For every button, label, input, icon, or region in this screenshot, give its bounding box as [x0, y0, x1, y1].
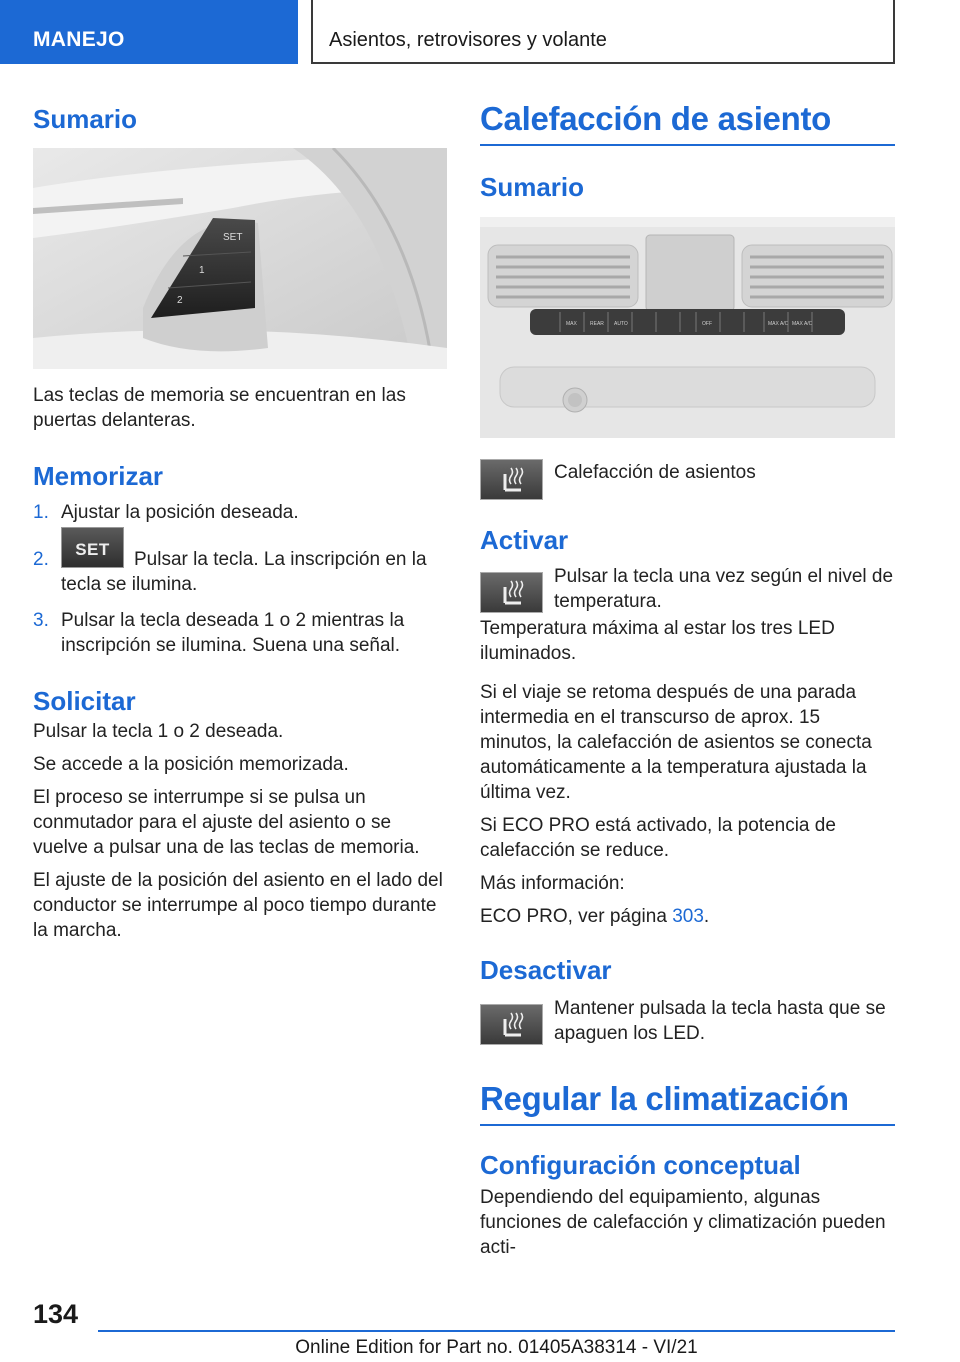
climatizacion-heading: Regular la climatización [480, 1080, 895, 1126]
photo-key-set: SET [223, 232, 243, 243]
svg-text:MAX A/C: MAX A/C [768, 321, 789, 327]
seat-heating-caption-row [480, 459, 895, 505]
desactivar-icon-text: Mantener pulsada la tecla hasta que se apaguen los LED. [554, 998, 886, 1044]
svg-text:MAX A/C: MAX A/C [792, 321, 813, 327]
desactivar-icon-row [480, 996, 895, 1046]
activar-heading: Activar [480, 525, 569, 555]
step-text: Pulsar la tecla. La inscripción en la tecla se ilumina. [61, 549, 427, 595]
section-title: MANEJO [33, 28, 125, 51]
seat-heating-icon [480, 1004, 543, 1045]
memorizar-steps [33, 500, 447, 658]
configuracion-heading: Configuración conceptual [480, 1150, 801, 1180]
memorizar-heading: Memorizar [33, 461, 164, 491]
activar-icon-text: Pulsar la tecla una vez según el nivel de temperatura. [554, 566, 894, 612]
svg-text:AUTO: AUTO [614, 321, 628, 327]
left-column [33, 100, 447, 943]
page-link-303[interactable]: 303 [672, 906, 704, 927]
activar-text-1: Temperatura máxima al estar los tres LED iluminados. [480, 618, 835, 664]
solicitar-text-1: Pulsar la tecla 1 o 2 deseada. [33, 721, 284, 742]
calefaccion-sumario-heading: Sumario [480, 172, 585, 202]
activar-icon-row [480, 564, 895, 614]
photo-key-1: 1 [199, 265, 205, 276]
step-number: 1. [33, 502, 49, 523]
seat-heating-icon [480, 459, 543, 500]
mas-informacion-label: Más información: [480, 873, 625, 894]
solicitar-heading: Solicitar [33, 686, 136, 716]
solicitar-text-4: El ajuste de la posición del asiento en el lado del conductor se interrumpe al poco tiempo durante la marcha. [33, 870, 443, 941]
calefaccion-heading: Calefacción de asiento [480, 100, 895, 146]
footer-edition: Online Edition for Part no. 01405A38314 - VI/21 [295, 1337, 698, 1358]
climate-button-strip [530, 309, 845, 335]
svg-text:REAR: REAR [590, 321, 604, 327]
step-number: 2. [33, 549, 49, 570]
chapter-title: Asientos, retrovisores y volante [329, 29, 607, 51]
sumario-heading: Sumario [33, 104, 138, 134]
step-text: Ajustar la posición deseada. [61, 502, 299, 523]
door-memory-buttons-photo [33, 148, 447, 369]
step-text: Pulsar la tecla deseada 1 o 2 mientras la inscripción se ilumina. Suena una señal. [61, 610, 405, 656]
step-number: 3. [33, 610, 49, 631]
svg-text:MAX: MAX [566, 321, 577, 327]
seat-heating-icon [480, 572, 543, 613]
climate-panel-photo [480, 217, 895, 438]
svg-text:OFF: OFF [702, 321, 712, 327]
configuracion-text: Dependiendo del equipamiento, algunas funciones de calefacción y climatización pueden acti- [480, 1187, 886, 1258]
seat-heating-caption: Calefacción de asientos [554, 462, 756, 483]
list-item [33, 500, 447, 525]
desactivar-heading: Desactivar [480, 955, 612, 985]
chapter-tab [311, 0, 895, 64]
sumario-text: Las teclas de memoria se encuentran en las puertas delanteras. [33, 385, 406, 431]
section-tab [0, 0, 298, 64]
activar-text-3: Si ECO PRO está activado, la potencia de calefacción se reduce. [480, 815, 836, 861]
left-air-vent [488, 245, 638, 307]
activar-text-2: Si el viaje se retoma después de una parada intermedia en el transcurso de aprox. 15 minutos, la calefacción de asientos se conecta automáticamente a la temperatura ajustada la última vez. [480, 682, 872, 803]
right-air-vent [742, 245, 892, 307]
footer-divider [98, 1330, 895, 1332]
list-item [33, 608, 447, 658]
right-column [480, 100, 895, 1260]
eco-pro-reference: ECO PRO, ver página 303. [480, 906, 710, 927]
list-item [33, 540, 447, 597]
solicitar-text-3: El proceso se interrumpe si se pulsa un conmutador para el ajuste del asiento o se vuelve a pulsar una de las teclas de memoria. [33, 787, 420, 858]
set-key-icon: SET [61, 527, 124, 568]
page-number: 134 [33, 1299, 79, 1329]
photo-key-2: 2 [177, 295, 183, 306]
solicitar-text-2: Se accede a la posición memorizada. [33, 754, 349, 775]
